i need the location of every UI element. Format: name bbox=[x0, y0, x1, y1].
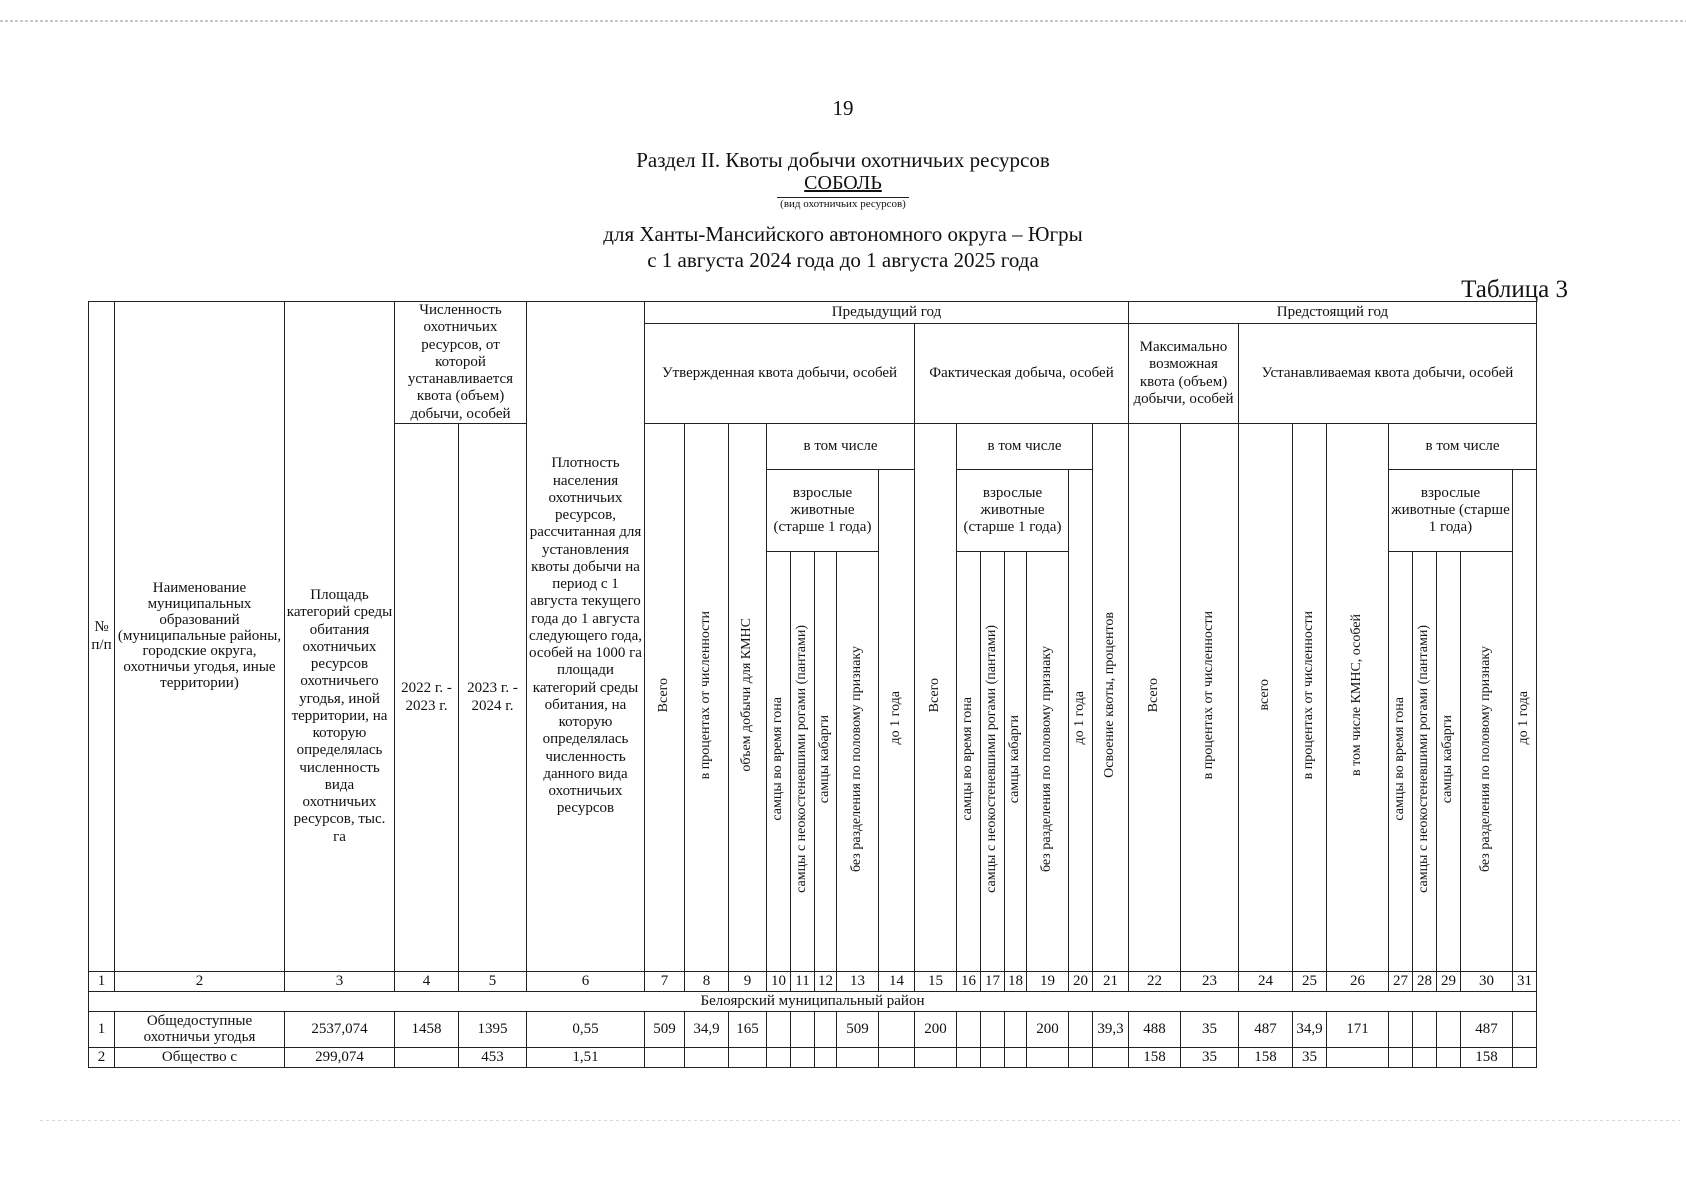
table-row bbox=[89, 1012, 1537, 1048]
header-name: Наименование муниципальных образований (муниципальные районы, городские округа, охотничьи угодья, иные территории) bbox=[115, 302, 285, 972]
table-cell: 509 bbox=[837, 1012, 879, 1048]
table-cell: 200 bbox=[1027, 1012, 1069, 1048]
col8-label: в процентах от численности bbox=[698, 610, 714, 780]
col26-label: в том числе КМНС, особей bbox=[1349, 613, 1365, 776]
col31-under1 bbox=[1513, 470, 1537, 972]
table-cell bbox=[1389, 1012, 1413, 1048]
column-number: 30 bbox=[1461, 972, 1513, 992]
col12-musk bbox=[815, 552, 837, 972]
column-number: 31 bbox=[1513, 972, 1537, 992]
column-number: 23 bbox=[1181, 972, 1239, 992]
col13-nosex bbox=[837, 552, 879, 972]
col14-label: до 1 года bbox=[888, 691, 904, 745]
column-number: 13 bbox=[837, 972, 879, 992]
col7-label: Всего bbox=[656, 677, 672, 713]
header-density: Плотность населения охотничьих ресурсов, рассчитанная для установления квоты добычи на период с 1 августа текущего года до 1 августа следующего года, особей на 1000 га площади категорий среды обитания, на которую определялась численность данного вида охотничьих ресурсов bbox=[527, 302, 645, 972]
table-cell bbox=[729, 1048, 767, 1068]
table-cell bbox=[1069, 1048, 1093, 1068]
col21-utilization bbox=[1093, 424, 1129, 972]
table-cell bbox=[645, 1048, 685, 1068]
table-cell bbox=[1005, 1048, 1027, 1068]
table-row bbox=[89, 1048, 1537, 1068]
page-number: 19 bbox=[832, 96, 854, 120]
header-previous-year: Предыдущий год bbox=[645, 302, 1129, 324]
column-number: 17 bbox=[981, 972, 1005, 992]
col15-label: Всего bbox=[927, 677, 943, 713]
table-cell: 2537,074 bbox=[285, 1012, 395, 1048]
col19-label: без разделения по половому признаку bbox=[1039, 645, 1055, 872]
species-note-label: (вид охотничьих ресурсов) bbox=[777, 197, 909, 210]
column-number: 28 bbox=[1413, 972, 1437, 992]
col29-label: самцы кабарги bbox=[1440, 714, 1456, 803]
quota-table bbox=[88, 301, 1537, 1068]
table-cell: 165 bbox=[729, 1012, 767, 1048]
period-line: с 1 августа 2024 года до 1 августа 2025 года bbox=[647, 248, 1039, 272]
header-including-approved: в том числе bbox=[767, 424, 915, 470]
header-including-actual: в том числе bbox=[957, 424, 1093, 470]
table-cell bbox=[1005, 1012, 1027, 1048]
col29-musk bbox=[1437, 552, 1461, 972]
column-number: 9 bbox=[729, 972, 767, 992]
table-cell: 488 bbox=[1129, 1012, 1181, 1048]
table-cell: 39,3 bbox=[1093, 1012, 1129, 1048]
header-approved-quota: Утвержденная квота добычи, особей bbox=[645, 324, 915, 424]
district-row: Белоярский муниципальный район bbox=[89, 992, 1537, 1012]
col16-rut bbox=[957, 552, 981, 972]
column-numbers-row bbox=[89, 972, 1537, 992]
column-number: 8 bbox=[685, 972, 729, 992]
header-num: № п/п bbox=[89, 302, 115, 972]
table-cell: 453 bbox=[459, 1048, 527, 1068]
col30-nosex bbox=[1461, 552, 1513, 972]
header-year-2022: 2022 г. - 2023 г. bbox=[395, 424, 459, 972]
table-cell bbox=[767, 1048, 791, 1068]
table-cell: 1458 bbox=[395, 1012, 459, 1048]
column-number: 12 bbox=[815, 972, 837, 992]
column-number: 29 bbox=[1437, 972, 1461, 992]
table-cell: 171 bbox=[1327, 1012, 1389, 1048]
col18-musk bbox=[1005, 552, 1027, 972]
table-cell bbox=[1513, 1012, 1537, 1048]
table-cell bbox=[1327, 1048, 1389, 1068]
table-cell: 1395 bbox=[459, 1012, 527, 1048]
header-year-2023: 2023 г. - 2024 г. bbox=[459, 424, 527, 972]
col31-label: до 1 года bbox=[1516, 691, 1532, 745]
table-cell: 1,51 bbox=[527, 1048, 645, 1068]
column-number: 18 bbox=[1005, 972, 1027, 992]
col17-label: самцы с неокостеневшими рогами (пантами) bbox=[984, 624, 1000, 893]
col24-total bbox=[1239, 424, 1293, 972]
header-actual-harvest: Фактическая добыча, особей bbox=[915, 324, 1129, 424]
column-number: 21 bbox=[1093, 972, 1129, 992]
species-label: СОБОЛЬ bbox=[804, 172, 882, 194]
col16-label: самцы во время гона bbox=[960, 697, 976, 821]
header-max-quota: Максимально возможная квота (объем) добычи, особей bbox=[1129, 324, 1239, 424]
col9-label: объем добычи для КМНС bbox=[739, 618, 755, 772]
header-adults-approved: взрослые животные (старше 1 года) bbox=[767, 470, 879, 552]
table-cell bbox=[815, 1012, 837, 1048]
col23-label: в процентах от численности bbox=[1201, 610, 1217, 780]
col17-antler bbox=[981, 552, 1005, 972]
column-number: 2 bbox=[115, 972, 285, 992]
table-cell: 1 bbox=[89, 1012, 115, 1048]
table-cell bbox=[685, 1048, 729, 1068]
table-cell bbox=[791, 1048, 815, 1068]
column-number: 22 bbox=[1129, 972, 1181, 992]
table-cell: 35 bbox=[1181, 1012, 1239, 1048]
table-cell bbox=[957, 1012, 981, 1048]
table-cell: 34,9 bbox=[1293, 1012, 1327, 1048]
header-adults-set: взрослые животные (старше 1 года) bbox=[1389, 470, 1513, 552]
header-area: Площадь категорий среды обитания охотничьих ресурсов охотничьего угодья, иной территории, на которую определялась численность вида охотничьих ресурсов, тыс. га bbox=[285, 302, 395, 972]
col28-label: самцы с неокостеневшими рогами (пантами) bbox=[1416, 624, 1432, 893]
col28-antler bbox=[1413, 552, 1437, 972]
col20-label: до 1 года bbox=[1072, 691, 1088, 745]
table-cell bbox=[1413, 1048, 1437, 1068]
table-cell-name: Общедоступные охотничьи угодья bbox=[115, 1012, 285, 1048]
col11-label: самцы с неокостеневшими рогами (пантами) bbox=[794, 624, 810, 893]
table-cell bbox=[1027, 1048, 1069, 1068]
col21-label: Освоение квоты, процентов bbox=[1102, 611, 1118, 778]
table-cell bbox=[837, 1048, 879, 1068]
col15-total bbox=[915, 424, 957, 972]
col13-label: без разделения по половому признаку bbox=[849, 645, 865, 872]
table-cell bbox=[791, 1012, 815, 1048]
column-number: 10 bbox=[767, 972, 791, 992]
table-cell: 158 bbox=[1461, 1048, 1513, 1068]
col14-under1 bbox=[879, 470, 915, 972]
table-cell bbox=[1513, 1048, 1537, 1068]
table-cell bbox=[1413, 1012, 1437, 1048]
table-cell: 509 bbox=[645, 1012, 685, 1048]
table-cell: 34,9 bbox=[685, 1012, 729, 1048]
col22-total bbox=[1129, 424, 1181, 972]
table-cell bbox=[815, 1048, 837, 1068]
col10-label: самцы во время гона bbox=[770, 697, 786, 821]
header-population: Численность охотничьих ресурсов, от которой устанавливается квота (объем) добычи, особей bbox=[395, 302, 527, 424]
table-cell bbox=[1093, 1048, 1129, 1068]
column-number: 7 bbox=[645, 972, 685, 992]
region-line: для Ханты-Мансийского автономного округа – Югры bbox=[603, 222, 1083, 246]
table-cell: 0,55 bbox=[527, 1012, 645, 1048]
table-cell-name: Общество с bbox=[115, 1048, 285, 1068]
table-cell: 487 bbox=[1461, 1012, 1513, 1048]
col12-label: самцы кабарги bbox=[817, 714, 833, 803]
column-number: 5 bbox=[459, 972, 527, 992]
column-number: 15 bbox=[915, 972, 957, 992]
col7-total bbox=[645, 424, 685, 972]
column-number: 1 bbox=[89, 972, 115, 992]
col25-label: в процентах от численности bbox=[1301, 610, 1317, 780]
header-upcoming-year: Предстоящий год bbox=[1129, 302, 1537, 324]
header-set-quota: Устанавливаемая квота добычи, особей bbox=[1239, 324, 1537, 424]
table-cell: 35 bbox=[1181, 1048, 1239, 1068]
table-cell bbox=[957, 1048, 981, 1068]
col11-antler bbox=[791, 552, 815, 972]
table-cell bbox=[915, 1048, 957, 1068]
table-cell bbox=[879, 1048, 915, 1068]
scan-artifact-top bbox=[0, 20, 1686, 22]
column-number: 27 bbox=[1389, 972, 1413, 992]
table-caption: Таблица 3 bbox=[1461, 276, 1568, 303]
col23-percent bbox=[1181, 424, 1239, 972]
section-title: Раздел II. Квоты добычи охотничьих ресурсов bbox=[636, 148, 1050, 172]
header-including-set: в том числе bbox=[1389, 424, 1537, 470]
table-cell bbox=[1437, 1012, 1461, 1048]
col19-nosex bbox=[1027, 552, 1069, 972]
column-number: 16 bbox=[957, 972, 981, 992]
col27-rut bbox=[1389, 552, 1413, 972]
column-number: 25 bbox=[1293, 972, 1327, 992]
table-cell bbox=[1437, 1048, 1461, 1068]
column-number: 20 bbox=[1069, 972, 1093, 992]
table-cell: 158 bbox=[1129, 1048, 1181, 1068]
column-number: 26 bbox=[1327, 972, 1389, 992]
column-number: 19 bbox=[1027, 972, 1069, 992]
col27-label: самцы во время гона bbox=[1392, 697, 1408, 821]
table-cell: 158 bbox=[1239, 1048, 1293, 1068]
table-cell: 35 bbox=[1293, 1048, 1327, 1068]
col18-label: самцы кабарги bbox=[1007, 714, 1023, 803]
column-number: 11 bbox=[791, 972, 815, 992]
header-adults-actual: взрослые животные (старше 1 года) bbox=[957, 470, 1069, 552]
species-note bbox=[0, 198, 1686, 210]
col10-rut bbox=[767, 552, 791, 972]
table-cell bbox=[767, 1012, 791, 1048]
col24-label: всего bbox=[1257, 679, 1273, 711]
quota-table-wrapper bbox=[88, 301, 1537, 1068]
table-cell: 2 bbox=[89, 1048, 115, 1068]
col25-percent bbox=[1293, 424, 1327, 972]
scan-artifact-bottom bbox=[40, 1120, 1680, 1121]
table-cell bbox=[1069, 1012, 1093, 1048]
table-cell: 299,074 bbox=[285, 1048, 395, 1068]
table-cell: 200 bbox=[915, 1012, 957, 1048]
table-cell bbox=[981, 1012, 1005, 1048]
column-number: 14 bbox=[879, 972, 915, 992]
col22-label: Всего bbox=[1146, 677, 1162, 713]
species-name bbox=[0, 172, 1686, 195]
column-number: 3 bbox=[285, 972, 395, 992]
col26-kmns bbox=[1327, 424, 1389, 972]
table-cell bbox=[981, 1048, 1005, 1068]
column-number: 4 bbox=[395, 972, 459, 992]
col8-percent bbox=[685, 424, 729, 972]
table-cell bbox=[1389, 1048, 1413, 1068]
column-number: 6 bbox=[527, 972, 645, 992]
table-cell bbox=[395, 1048, 459, 1068]
table-cell bbox=[879, 1012, 915, 1048]
col9-kmns bbox=[729, 424, 767, 972]
col30-label: без разделения по половому признаку bbox=[1478, 645, 1494, 872]
table-cell: 487 bbox=[1239, 1012, 1293, 1048]
column-number: 24 bbox=[1239, 972, 1293, 992]
col20-under1 bbox=[1069, 470, 1093, 972]
